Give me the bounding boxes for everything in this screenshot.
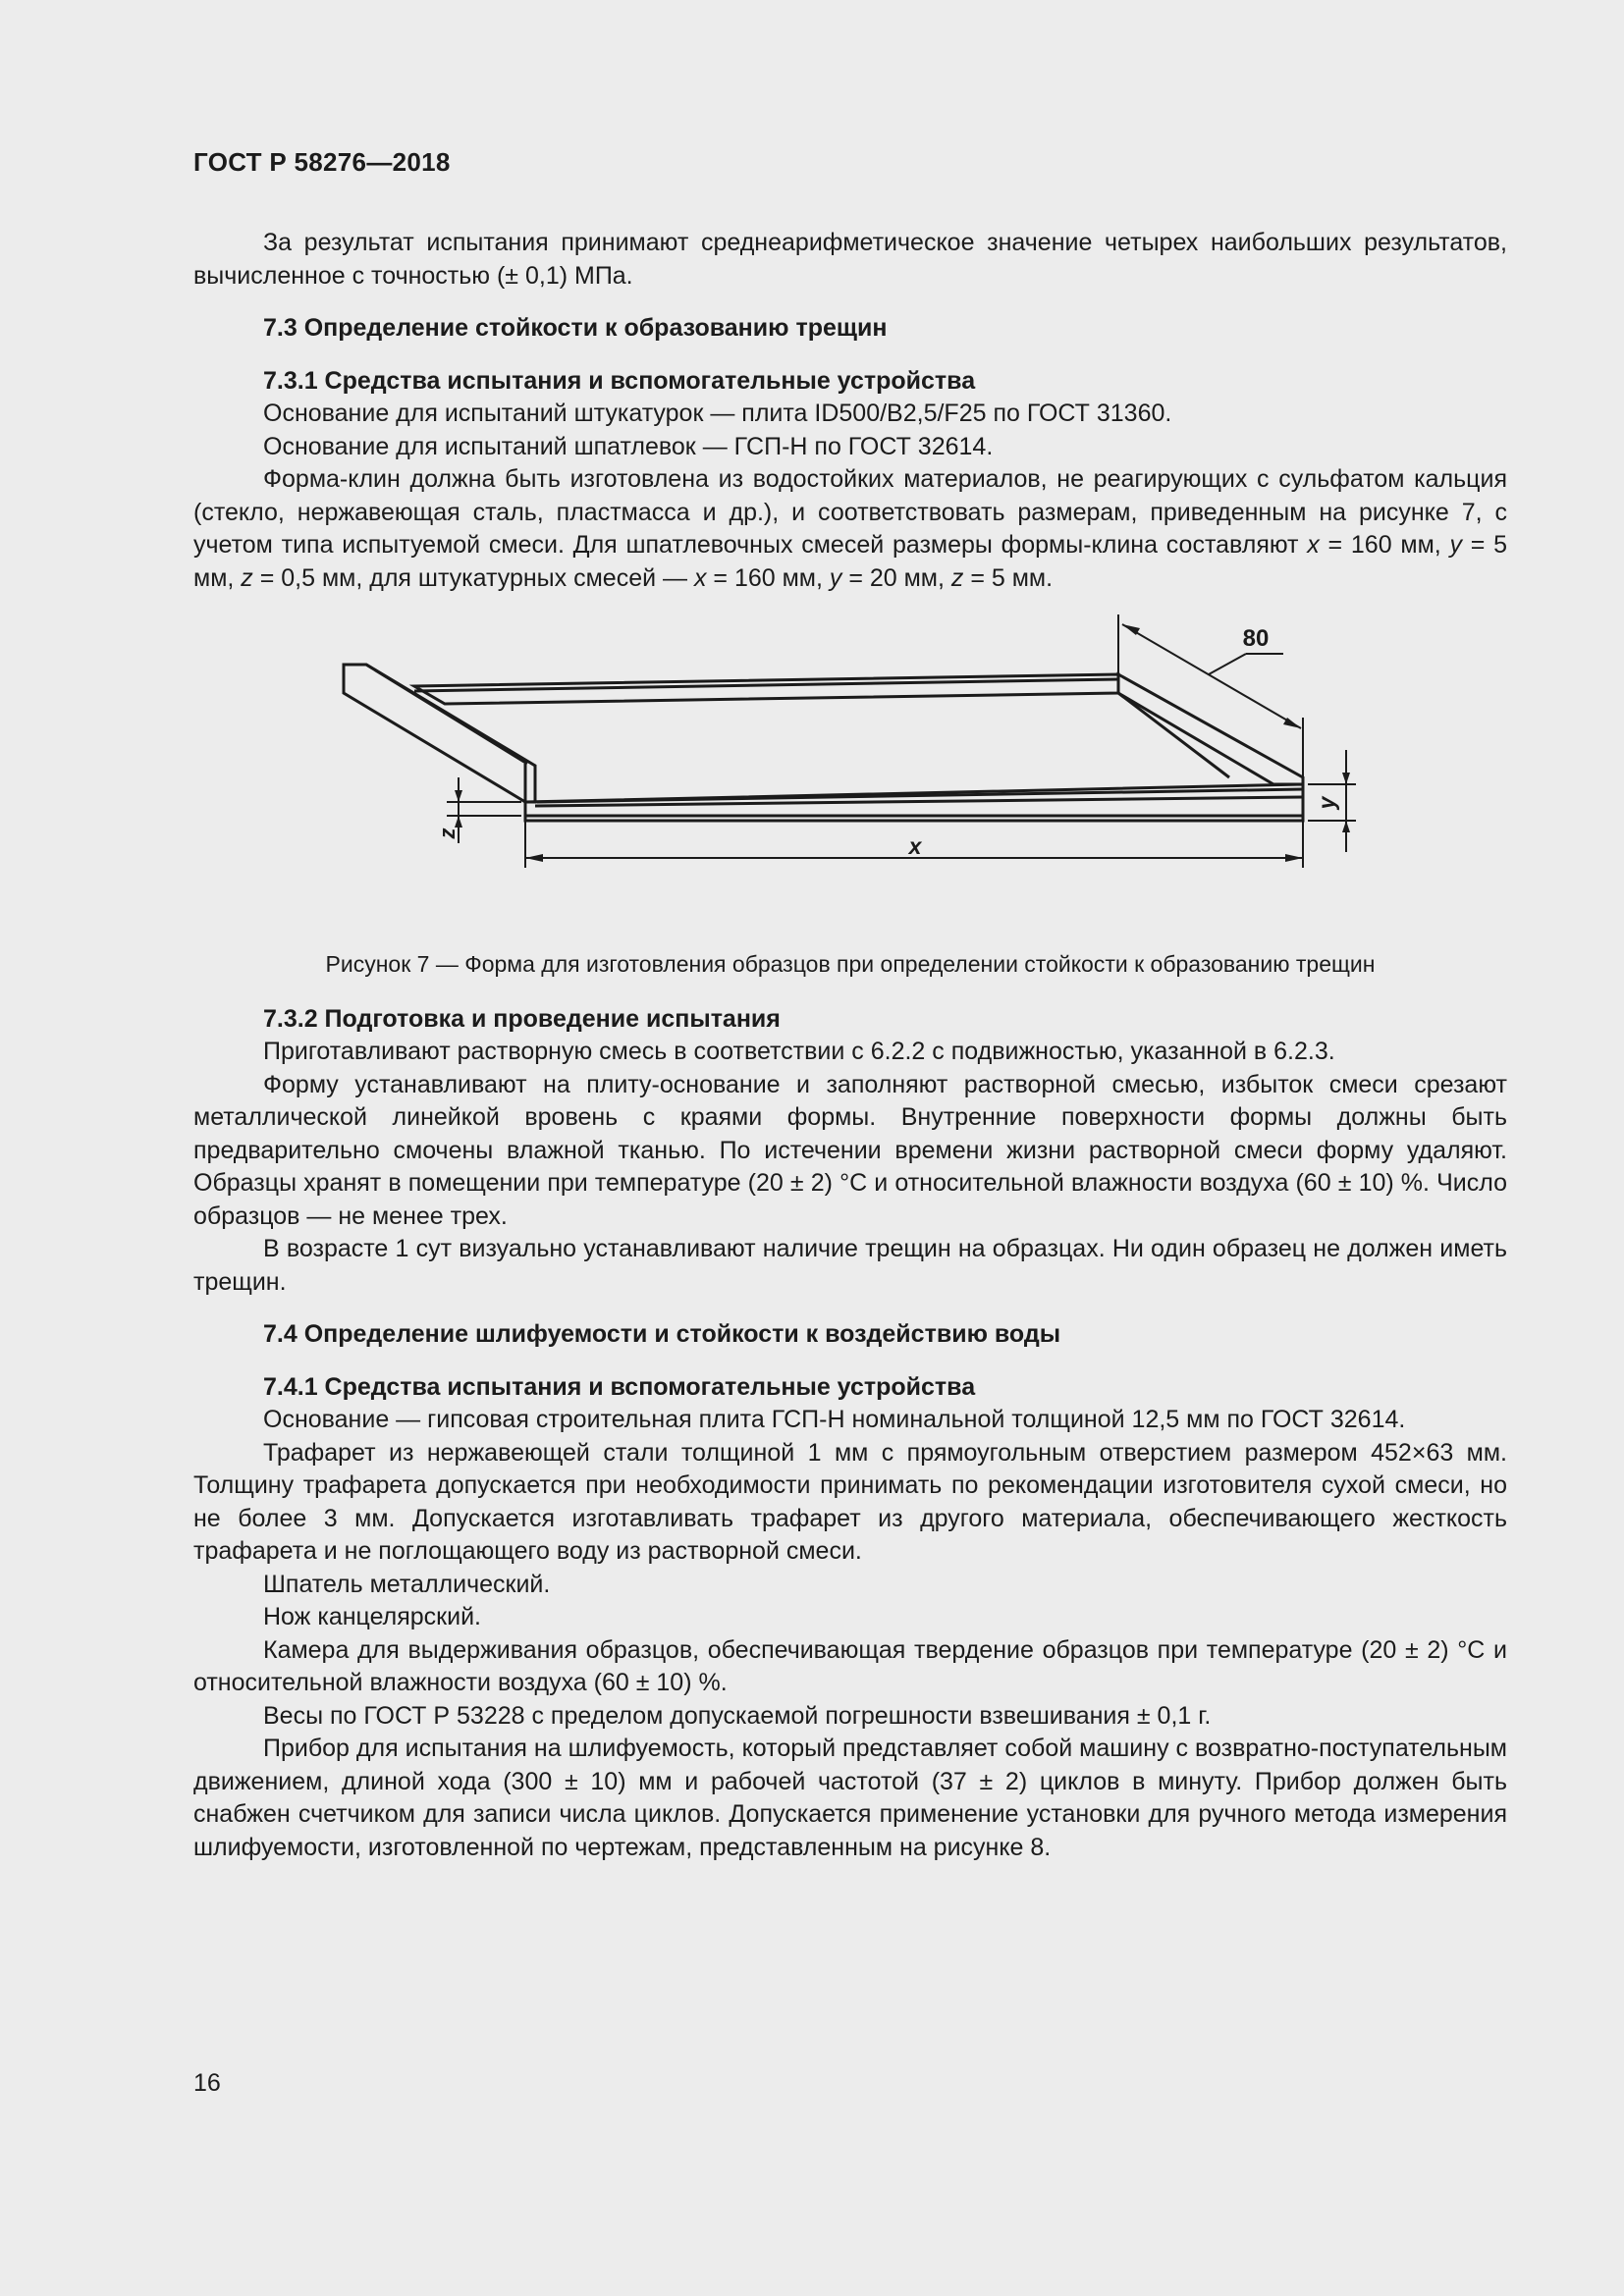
paragraph: Приготавливают растворную смесь в соответствии с 6.2.2 с подвижностью, указанной в 6.2.3. xyxy=(263,1038,1335,1065)
var-y: y xyxy=(1449,531,1462,559)
var-z: z xyxy=(241,563,253,592)
text-run: = 5 мм. xyxy=(963,563,1054,592)
dimension-arrow xyxy=(1285,854,1303,862)
var-x: x xyxy=(1307,531,1320,559)
dimension-arrow xyxy=(455,790,462,802)
var-x: x xyxy=(693,563,707,592)
dimension-label-y: y xyxy=(1314,796,1339,810)
figure-caption: Рисунок 7 — Форма для изготовления образцов при определении стойкости к образованию трещин xyxy=(325,951,1376,977)
var-z: z xyxy=(950,563,964,592)
text-run: = 160 мм, xyxy=(1319,531,1450,559)
figure-7-wedge-form xyxy=(193,595,1507,948)
paragraph: Основание для испытаний штукатурок — плита ID500/B2,5/F25 по ГОСТ 31360. xyxy=(263,400,1172,427)
page-content xyxy=(193,227,1507,1864)
document-header: ГОСТ Р 58276—2018 xyxy=(193,147,451,177)
dimension-label-80: 80 xyxy=(1242,625,1270,652)
var-y: y xyxy=(829,563,842,592)
dimension-leader xyxy=(1209,654,1246,674)
paragraph: Камера для выдерживания образцов, обеспечивающая твердение образцов при температуре (20 ± 2) °С и относительной влажности воздуха (60 ± 10) %. xyxy=(193,1635,1507,1696)
dimension-arrow xyxy=(525,854,543,862)
dimension-label-x: x xyxy=(908,833,922,859)
text-run: = 5 мм, xyxy=(193,531,1507,592)
section-heading-7-4-1: 7.4.1 Средства испытания и вспомогательные устройства xyxy=(263,1372,976,1401)
paragraph: Основание для испытаний шпатлевок — ГСП-Н по ГОСТ 32614. xyxy=(263,432,994,460)
section-heading-7-4: 7.4 Определение шлифуемости и стойкости к воздействию воды xyxy=(263,1320,1061,1348)
paragraph: Форму устанавливают на плиту-основание и заполняют растворной смесью, избыток смеси срезают металлической линейкой вровень с краями формы. Внутренние поверхности формы должны быть предварительно смочены влажной тканью. По истечении времени жизни растворной смеси форму удаляют. Образцы хранят в помещении при температуре (20 ± 2) °С и относительной влажности воздуха (60 ± 10) %. Число образцов — не менее трех. xyxy=(193,1070,1507,1230)
left-wall-edge xyxy=(366,665,527,764)
dimension-arrow xyxy=(455,816,462,828)
section-heading-7-3: 7.3 Определение стойкости к образованию трещин xyxy=(263,314,888,342)
text-run: = 20 мм, xyxy=(841,563,951,592)
text-run: Форма-клин должна быть изготовлена из водостойких материалов, не реагирующих с сульфатом кальция (стекло, нержавеющая сталь, пластмасса и др.), и соответствовать размерам, приведенным на рисунке 7, с учетом типа испытуемой смеси. Для шпатлевочных смесей размеры формы-клина составляют xyxy=(193,465,1507,559)
paragraph xyxy=(193,463,1507,595)
dimension-arrow xyxy=(1342,773,1350,784)
paragraph: В возрасте 1 сут визуально устанавливают наличие трещин на образцах. Ни один образец не должен иметь трещин. xyxy=(193,1235,1507,1296)
paragraph: За результат испытания принимают среднеарифметическое значение четырех наибольших результатов, вычисленное с точностью (± 0,1) МПа. xyxy=(193,229,1507,290)
right-wall xyxy=(1118,674,1303,784)
dimension-arrow xyxy=(1342,821,1350,832)
paragraph: Основание — гипсовая строительная плита ГСП-Н номинальной толщиной 12,5 мм по ГОСТ 32614. xyxy=(263,1406,1406,1433)
page-number: 16 xyxy=(193,2069,221,2097)
paragraph: Весы по ГОСТ Р 53228 с пределом допускаемой погрешности взвешивания ± 0,1 г. xyxy=(263,1701,1212,1730)
paragraph: Шпатель металлический. xyxy=(263,1570,551,1598)
text-run: = 160 мм, xyxy=(706,563,830,592)
wedge-form-drawing xyxy=(193,595,1507,948)
paragraph: Нож канцелярский. xyxy=(263,1603,481,1630)
section-heading-7-3-2: 7.3.2 Подготовка и проведение испытания xyxy=(263,1004,781,1033)
paragraph: Трафарет из нержавеющей стали толщиной 1 мм с прямоугольным отверстием размером 452×63 мм. Толщину трафарета допускается при необходимости принимать по рекомендации изготовителя сухой смеси, но не более 3 мм. Допускается изготавливать трафарет из другого материала, обеспечивающего жесткость трафарета и не поглощающего воду из растворной смеси. xyxy=(193,1438,1507,1565)
paragraph: Прибор для испытания на шлифуемость, который представляет собой машину с возвратно-поступательным движением, длиной хода (300 ± 10) мм и рабочей частотой (37 ± 2) циклов в минуту. Прибор должен быть снабжен счетчиком для записи числа циклов. Допускается применение установки для ручного метода измерения шлифуемости, изготовленной по чертежам, представленным на рисунке 8. xyxy=(193,1735,1507,1861)
section-heading-7-3-1: 7.3.1 Средства испытания и вспомогательные устройства xyxy=(263,366,976,395)
text-run: = 0,5 мм, для штукатурных смесей — xyxy=(252,563,694,592)
dimension-label-z: z xyxy=(435,828,460,839)
